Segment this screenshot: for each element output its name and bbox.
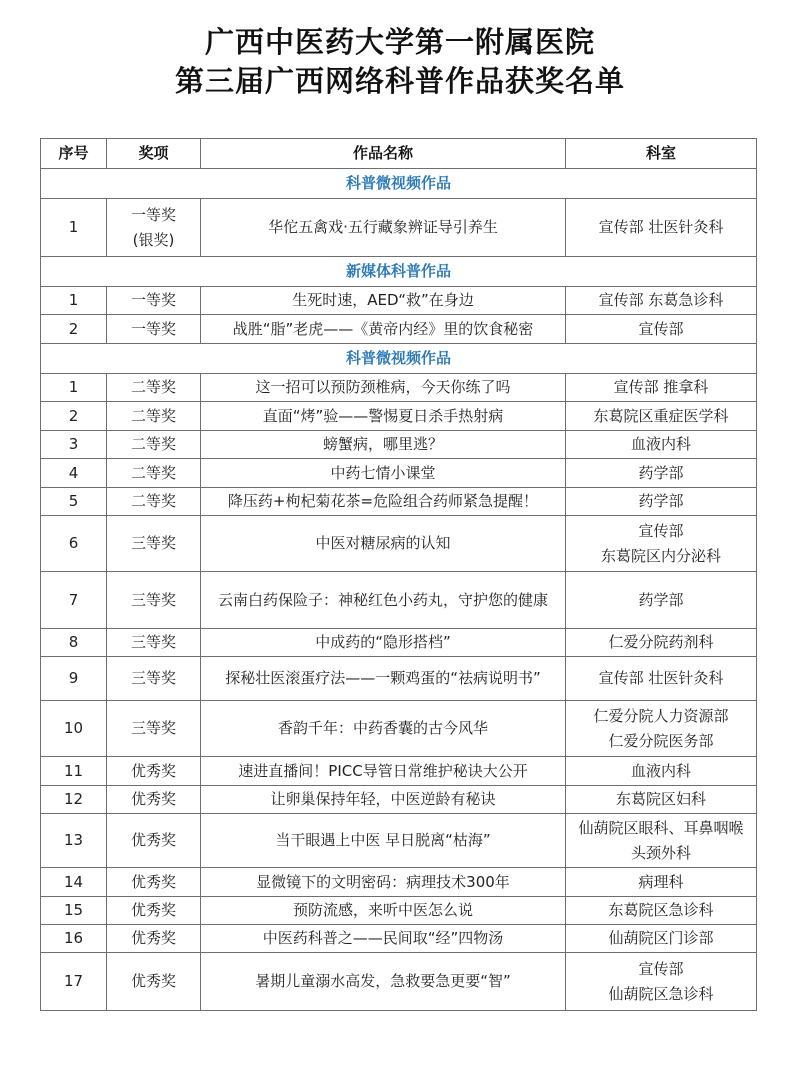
table-row [41,572,757,629]
cell-department [566,374,757,402]
cell-award [107,287,201,315]
table-row [41,629,757,657]
cell-work-title: 螃蟹病，哪里逃？ [201,431,566,459]
cell-award [107,572,201,629]
cell-department [566,701,757,757]
department-line: 宣传部 [638,319,684,338]
award-line: 一等奖 [130,205,176,224]
cell-department [566,897,757,925]
department-line: 仁爱分院人力资源部 [593,706,729,725]
table-row [41,287,757,315]
award-list-table [40,138,757,1011]
table-row [41,701,757,757]
table-row [41,897,757,925]
award-line: 二等奖 [130,406,176,425]
section-header-row [41,344,757,374]
department-line: 血液内科 [630,435,691,453]
cell-work-title: 降压药+枸杞菊花茶=危险组合药师紧急提醒！ [201,488,566,516]
cell-serial-number: 4 [41,459,107,488]
cell-department [566,953,757,1011]
cell-work-title: 探秘壮医滚蛋疗法——一颗鸡蛋的“祛病说明书” [201,657,566,701]
cell-serial-number: 7 [41,572,107,629]
cell-serial-number: 15 [41,897,107,925]
cell-department [566,657,757,701]
cell-serial-number: 5 [41,488,107,516]
table-row [41,431,757,459]
cell-department [566,402,757,431]
cell-serial-number: 1 [41,287,107,315]
award-line: 三等奖 [130,534,176,552]
cell-work-title: 直面“烤”验——警惕夏日杀手热射病 [201,402,566,431]
header-serial-number: 序号 [41,139,107,169]
department-line: 仙葫院区急诊科 [608,984,714,1003]
cell-work-title: 生死时速，AED“救”在身边 [201,287,566,315]
cell-department [566,516,757,572]
table-row [41,488,757,516]
department-line: 仙葫院区眼科、耳鼻咽喉 [578,818,744,837]
department-line: 宣传部 壮医针灸科 [598,669,724,687]
table-row [41,516,757,572]
award-line: 三等奖 [130,719,176,737]
department-line: 血液内科 [630,761,691,780]
cell-department [566,786,757,814]
cell-work-title: 显微镜下的文明密码：病理技术300年 [201,868,566,897]
cell-work-title: 战胜“脂”老虎——《黄帝内经》里的饮食秘密 [201,315,566,344]
department-line: 宣传部 [638,959,684,978]
cell-serial-number: 2 [41,315,107,344]
section-header-row [41,257,757,287]
table-row [41,374,757,402]
award-line: 优秀奖 [130,872,176,891]
header-work-title: 作品名称 [201,139,566,169]
award-line: 三等奖 [130,669,176,687]
cell-serial-number: 10 [41,701,107,757]
document-title-line-1: 广西中医药大学第一附属医院 [204,25,595,59]
header-department: 科室 [566,139,757,169]
award-line: 优秀奖 [130,790,176,808]
department-line: 宣传部 东葛急诊科 [598,291,724,309]
department-line: 药学部 [638,590,684,609]
cell-award [107,814,201,868]
table-row [41,953,757,1011]
cell-award [107,199,201,257]
cell-department [566,431,757,459]
cell-award [107,657,201,701]
cell-award [107,431,201,459]
award-line: 优秀奖 [130,972,176,990]
cell-department [566,757,757,786]
table-row [41,757,757,786]
table-row [41,459,757,488]
award-line: 优秀奖 [130,761,176,780]
cell-work-title: 速进直播间！PICC导管日常维护秘诀大公开 [201,757,566,786]
award-line: 一等奖 [130,319,176,338]
department-line: 仙葫院区门诊部 [608,929,714,947]
cell-serial-number: 8 [41,629,107,657]
award-line: 三等奖 [130,590,176,609]
cell-award [107,402,201,431]
cell-work-title: 中医药科普之——民间取“经”四物汤 [201,925,566,953]
document-title-line-2: 第三届广西网络科普作品获奖名单 [174,64,625,98]
cell-work-title: 让卵巢保持年轻，中医逆龄有秘诀 [201,786,566,814]
department-line: 宣传部 推拿科 [613,378,709,396]
table-row [41,315,757,344]
cell-award [107,516,201,572]
cell-award [107,953,201,1011]
department-line: 宣传部 [638,521,684,540]
department-line: 东葛院区妇科 [615,790,706,808]
section-title: 科普微视频作品 [41,344,757,374]
cell-award [107,459,201,488]
table-body [41,169,757,1011]
cell-work-title: 暑期儿童溺水高发，急救要急更要“智” [201,953,566,1011]
cell-serial-number: 13 [41,814,107,868]
cell-work-title: 这一招可以预防颈椎病，今天你练了吗 [201,374,566,402]
cell-award [107,786,201,814]
cell-serial-number: 3 [41,431,107,459]
award-line: (银奖) [132,230,175,249]
cell-award [107,629,201,657]
section-header-row [41,169,757,199]
cell-work-title: 当干眼遇上中医 早日脱离“枯海” [201,814,566,868]
award-line: 三等奖 [130,633,176,651]
department-line: 仁爱分院医务部 [608,731,714,750]
cell-serial-number: 2 [41,402,107,431]
cell-award [107,868,201,897]
cell-work-title: 香韵千年：中药香囊的古今风华 [201,701,566,757]
table-row [41,786,757,814]
cell-serial-number: 1 [41,374,107,402]
cell-work-title: 云南白药保险子：神秘红色小药丸，守护您的健康 [201,572,566,629]
cell-award [107,925,201,953]
cell-department [566,814,757,868]
cell-department [566,925,757,953]
award-line: 二等奖 [130,492,176,510]
table-header-row [41,139,757,169]
cell-award [107,897,201,925]
department-line: 东葛院区急诊科 [608,901,714,919]
department-line: 东葛院区重症医学科 [593,406,729,425]
table-row [41,925,757,953]
table-row [41,814,757,868]
cell-serial-number: 6 [41,516,107,572]
cell-serial-number: 11 [41,757,107,786]
cell-serial-number: 9 [41,657,107,701]
cell-award [107,488,201,516]
cell-department [566,459,757,488]
department-line: 头颈外科 [630,843,691,862]
department-line: 仁爱分院药剂科 [608,633,714,651]
department-line: 东葛院区内分泌科 [600,546,721,565]
award-line: 优秀奖 [130,901,176,919]
cell-serial-number: 14 [41,868,107,897]
section-title: 科普微视频作品 [41,169,757,199]
cell-work-title: 中成药的“隐形搭档” [201,629,566,657]
cell-serial-number: 12 [41,786,107,814]
cell-award [107,701,201,757]
cell-serial-number: 1 [41,199,107,257]
table-row [41,868,757,897]
table-row [41,402,757,431]
cell-department [566,488,757,516]
cell-work-title: 中医对糖尿病的认知 [201,516,566,572]
department-line: 药学部 [638,463,684,482]
cell-award [107,374,201,402]
cell-department [566,572,757,629]
cell-work-title: 预防流感，来听中医怎么说 [201,897,566,925]
department-line: 宣传部 壮医针灸科 [598,218,724,236]
award-line: 二等奖 [130,463,176,482]
section-title: 新媒体科普作品 [41,257,757,287]
award-line: 二等奖 [130,435,176,453]
award-line: 优秀奖 [130,929,176,947]
award-line: 二等奖 [130,378,176,396]
cell-department [566,287,757,315]
department-line: 药学部 [638,492,684,510]
cell-department [566,315,757,344]
cell-award [107,757,201,786]
cell-department [566,868,757,897]
cell-serial-number: 16 [41,925,107,953]
award-line: 一等奖 [130,291,176,309]
award-line: 优秀奖 [130,831,176,849]
cell-work-title: 华佗五禽戏·五行藏象辨证导引养生 [201,199,566,257]
cell-serial-number: 17 [41,953,107,1011]
cell-work-title: 中药七情小课堂 [201,459,566,488]
cell-department [566,629,757,657]
table-row [41,199,757,257]
department-line: 病理科 [638,872,684,891]
cell-award [107,315,201,344]
header-award: 奖项 [107,139,201,169]
cell-department [566,199,757,257]
table-row [41,657,757,701]
